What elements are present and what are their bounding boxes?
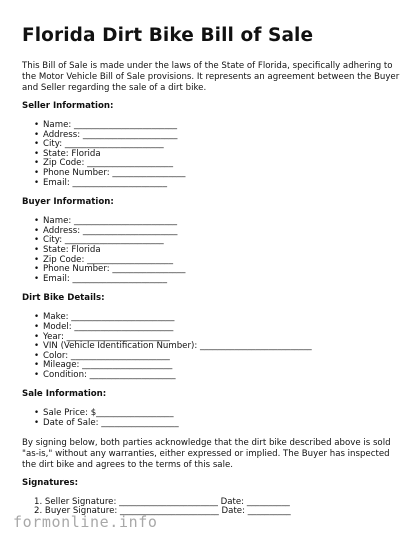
sale-list (22, 409, 400, 428)
buyer-signature-item: 2. Buyer Signature: _______________________ Date: __________ (34, 506, 291, 517)
buyer-email-item: • Email: ______________________ (34, 275, 400, 285)
buyer-heading: Buyer Information: (22, 197, 114, 208)
seller-city-item: • City: _______________________ (34, 140, 400, 150)
seller-signature-item: 1. Seller Signature: _______________________ Date: __________ (34, 496, 290, 507)
bike-model-item: • Model: _______________________ (34, 323, 400, 333)
bike-make-item: • Make: ________________________ (34, 313, 400, 323)
sale-price-item: • Sale Price: $__________________ (34, 409, 400, 419)
document-title: Florida Dirt Bike Bill of Sale (22, 25, 314, 46)
bike-details-heading: Dirt Bike Details: (22, 293, 105, 304)
seller-name-item: • Name: ________________________ (34, 121, 400, 131)
signatures-heading: Signatures: (22, 477, 79, 488)
bike-color-item: • Color: _______________________ (34, 352, 400, 362)
seller-heading: Seller Information: (22, 101, 114, 111)
buyer-address-item: • Address: ______________________ (34, 227, 400, 237)
bike-condition-item: • Condition: ____________________ (34, 371, 400, 381)
buyer-phone-item: • Phone Number: _________________ (34, 265, 400, 275)
buyer-city-item: • City: _______________________ (34, 236, 400, 246)
buyer-name-item: • Name: ________________________ (34, 217, 400, 227)
buyer-state-item: • State: Florida (34, 246, 400, 256)
bike-vin-item: • VIN (Vehicle Identification Number): __________________________ (34, 342, 400, 352)
sale-heading: Sale Information: (22, 389, 107, 400)
bike-mileage-item: • Mileage: _____________________ (34, 361, 400, 371)
buyer-list (22, 217, 400, 284)
sale-date-item: • Date of Sale: __________________ (34, 419, 400, 429)
seller-list (22, 121, 400, 188)
seller-zip-item: • Zip Code: ____________________ (34, 159, 400, 169)
bike-details-list (22, 313, 400, 380)
watermark-logo: formonline.info (13, 513, 158, 531)
seller-email-item: • Email: ______________________ (34, 179, 400, 189)
seller-address-item: • Address: ______________________ (34, 131, 400, 141)
intro-paragraph: This Bill of Sale is made under the laws of the State of Florida, specifically adhering to the Motor Vehicle Bill of Sale provisions. It represents an agreement between the Buyer and Seller regarding the sale of a dirt bike. (22, 61, 400, 93)
bike-year-item: • Year: ________________________ (34, 333, 400, 343)
buyer-zip-item: • Zip Code: ____________________ (34, 256, 400, 266)
seller-state-item: • State: Florida (34, 150, 400, 160)
closing-paragraph: By signing below, both parties acknowledge that the dirt bike described above is sold "as-is," without any warranties, either expressed or implied. The Buyer has inspected the dirt bike and agrees to the terms of this sale. (22, 437, 391, 470)
document-page (22, 24, 400, 517)
seller-phone-item: • Phone Number: _________________ (34, 169, 400, 179)
